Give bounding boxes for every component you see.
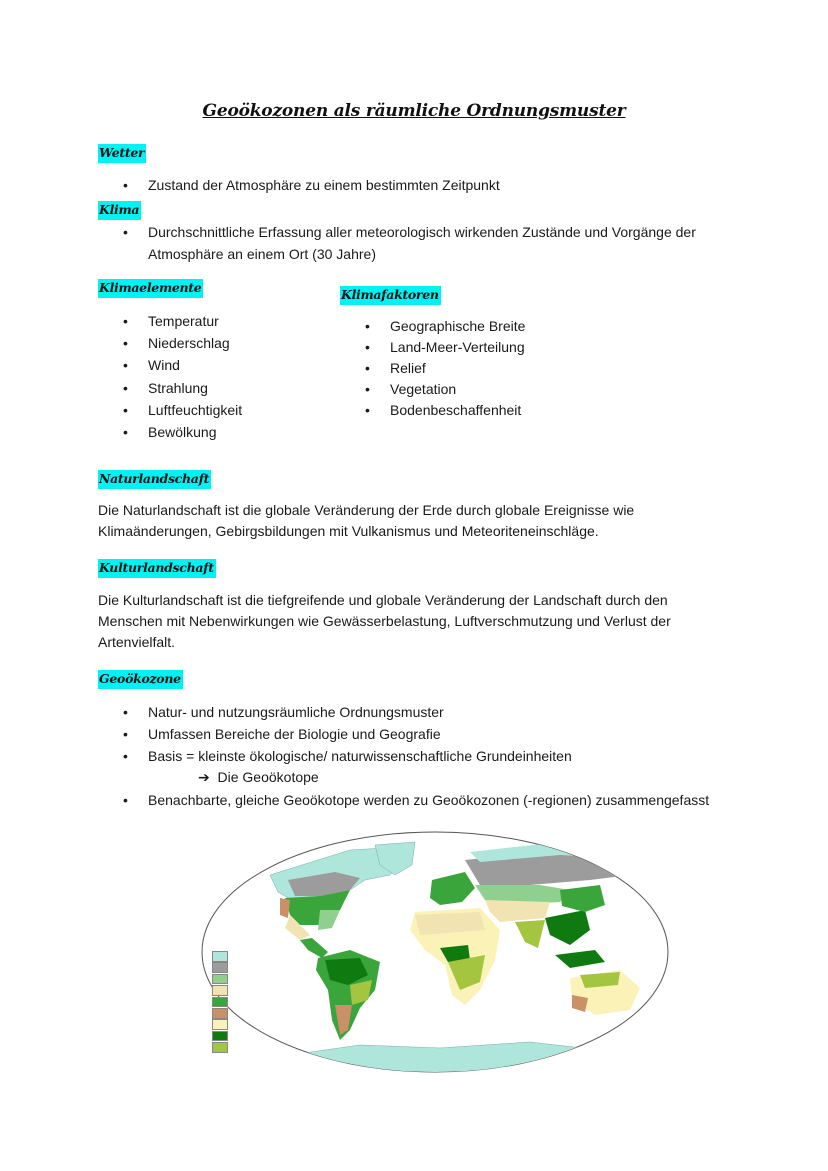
heading-wetter: Wetter (98, 144, 146, 163)
heading-klimaelemente: Klimaelemente (98, 279, 203, 298)
list-item: • Temperatur (98, 310, 338, 332)
page-title: Geoökozonen als räumliche Ordnungsmuster (202, 101, 626, 121)
list-item: • Umfassen Bereiche der Biologie und Geografie (98, 723, 758, 745)
kulturlandschaft-text (98, 590, 758, 653)
heading-klima: Klima (98, 201, 141, 220)
list-item (98, 221, 738, 265)
legend-swatch (212, 974, 228, 985)
geookozone-list-2 (98, 789, 778, 811)
klimafaktoren-list (340, 316, 640, 421)
list-item: • Bewölkung (98, 421, 338, 443)
list-item: • Vegetation (340, 379, 640, 400)
text-line: Artenvielfalt. (98, 634, 176, 650)
legend-swatch (212, 1031, 228, 1042)
legend-swatch (212, 951, 228, 962)
arrow-text: Die Geoökotope (217, 769, 319, 785)
arrow-right-icon: ➔ (198, 769, 210, 785)
map-legend (212, 951, 228, 1054)
heading-naturlandschaft: Naturlandschaft (98, 470, 211, 489)
list-item: • Benachbarte, gleiche Geoökotope werden zu Geoökozonen (-regionen) zusammengefasst (98, 789, 778, 811)
list-item: • Bodenbeschaffenheit (340, 400, 640, 421)
naturlandschaft-text (98, 500, 758, 542)
text-line: Die Kulturlandschaft ist die tiefgreifende und globale Veränderung der Landschaft durch den (98, 592, 668, 608)
list-item: • Zustand der Atmosphäre zu einem bestimmten Zeitpunkt (98, 174, 738, 196)
list-item: • Geographische Breite (340, 316, 640, 337)
klima-list (98, 221, 738, 265)
list-item: • Luftfeuchtigkeit (98, 399, 338, 421)
legend-swatch (212, 1019, 228, 1030)
text-line: Die Naturlandschaft ist die globale Veränderung der Erde durch globale Ereignisse wie (98, 502, 635, 518)
legend-swatch (212, 962, 228, 973)
list-item-line: Atmosphäre an einem Ort (30 Jahre) (148, 246, 376, 263)
list-item: • Relief (340, 358, 640, 379)
heading-klimafaktoren: Klimafaktoren (340, 286, 441, 305)
world-map-geozones (200, 830, 670, 1075)
list-item: • Wind (98, 354, 338, 376)
text-line: Menschen mit Nebenwirkungen wie Gewässerbelastung, Luftverschmutzung und Verlust der (98, 613, 671, 629)
list-item: • Natur- und nutzungsräumliche Ordnungsmuster (98, 701, 758, 723)
list-item: • Niederschlag (98, 332, 338, 354)
text-line: Klimaänderungen, Gebirgsbildungen mit Vulkanismus und Meteoriteneinschläge. (98, 523, 599, 539)
klimaelemente-list (98, 310, 338, 443)
legend-swatch (212, 997, 228, 1008)
list-item: • Strahlung (98, 377, 338, 399)
legend-swatch (212, 1042, 228, 1053)
list-item: • Basis = kleinste ökologische/ naturwissenschaftliche Grundeinheiten (98, 745, 758, 767)
heading-kulturlandschaft: Kulturlandschaft (98, 559, 216, 578)
legend-swatch (212, 1008, 228, 1019)
list-item-line: Durchschnittliche Erfassung aller meteorologisch wirkenden Zustände und Vorgänge der (148, 224, 696, 240)
geookozone-list (98, 701, 758, 768)
list-item: • Land-Meer-Verteilung (340, 337, 640, 358)
legend-swatch (212, 985, 228, 996)
arrow-line (198, 767, 319, 788)
heading-geookozone: Geoökozone (98, 670, 183, 689)
wetter-list (98, 174, 738, 196)
